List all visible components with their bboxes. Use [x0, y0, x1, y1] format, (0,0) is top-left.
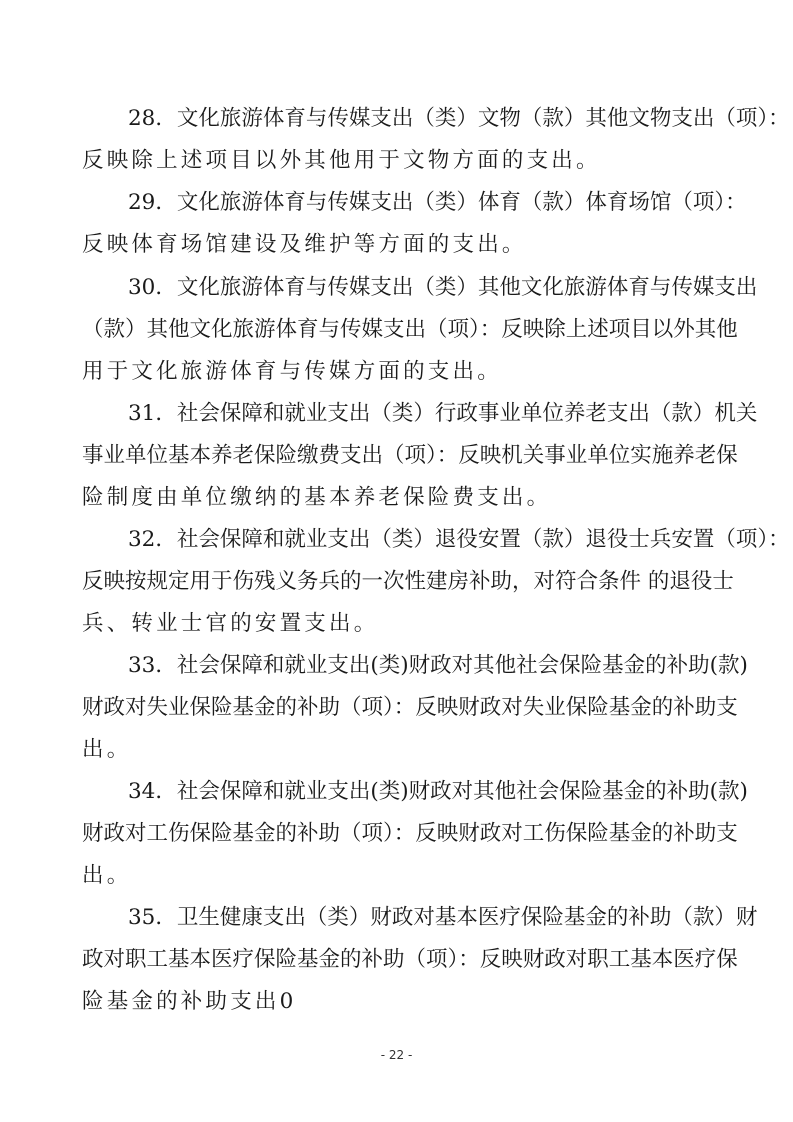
item-35-line-1: 35．卫生健康支出（类）财政对基本医疗保险基金的补助（款）财 [128, 905, 758, 930]
item-28-line-1: 28．文化旅游体育与传媒支出（类）文物（款）其他文物支出（项）： [128, 106, 790, 131]
item-34-line-3: 出。 [82, 863, 132, 888]
page-number: - 22 - [380, 1048, 413, 1062]
item-35-line-3: 险基金的补助支出0 [82, 989, 297, 1014]
item-35-line-2: 政对职工基本医疗保险基金的补助（项）：反映财政对职工基本医疗保 [82, 947, 738, 972]
item-32-line-2: 反映按规定用于伤残义务兵的一次性建房补助，对符合条件 的退役士 [82, 569, 734, 594]
item-33-line-3: 出。 [82, 737, 132, 762]
item-30-line-3: 用于文化旅游体育与传媒方面的支出。 [82, 359, 502, 384]
item-31-line-2: 事业单位基本养老保险缴费支出（项）：反映机关事业单位实施养老保 [82, 443, 738, 468]
item-34-line-2: 财政对工伤保险基金的补助（项）：反映财政对工伤保险基金的补助支 [82, 821, 738, 846]
item-33-line-1: 33．社会保障和就业支出(类)财政对其他社会保险基金的补助(款) [128, 653, 748, 678]
item-29-line-2: 反映体育场馆建设及维护等方面的支出。 [82, 232, 527, 257]
item-28-line-2: 反映除上述项目以外其他用于文物方面的支出。 [82, 148, 601, 173]
item-30-line-1: 30．文化旅游体育与传媒支出（类）其他文化旅游体育与传媒支出 [128, 275, 758, 300]
item-29-line-1: 29．文化旅游体育与传媒支出（类）体育（款）体育场馆（项）： [128, 190, 747, 215]
item-32-line-3: 兵、转业士官的安置支出。 [82, 611, 379, 636]
item-32-line-1: 32．社会保障和就业支出（类）退役安置（款）退役士兵安置（项）： [128, 527, 790, 552]
item-34-line-1: 34．社会保障和就业支出(类)财政对其他社会保险基金的补助(款) [128, 779, 748, 804]
item-31-line-1: 31．社会保障和就业支出（类）行政事业单位养老支出（款）机关 [128, 401, 758, 426]
item-30-line-2: （款）其他文化旅游体育与传媒支出（项）：反映除上述项目以外其他 [82, 317, 738, 342]
item-33-line-2: 财政对失业保险基金的补助（项）：反映财政对失业保险基金的补助支 [82, 695, 738, 720]
item-31-line-3: 险制度由单位缴纳的基本养老保险费支出。 [82, 485, 552, 510]
